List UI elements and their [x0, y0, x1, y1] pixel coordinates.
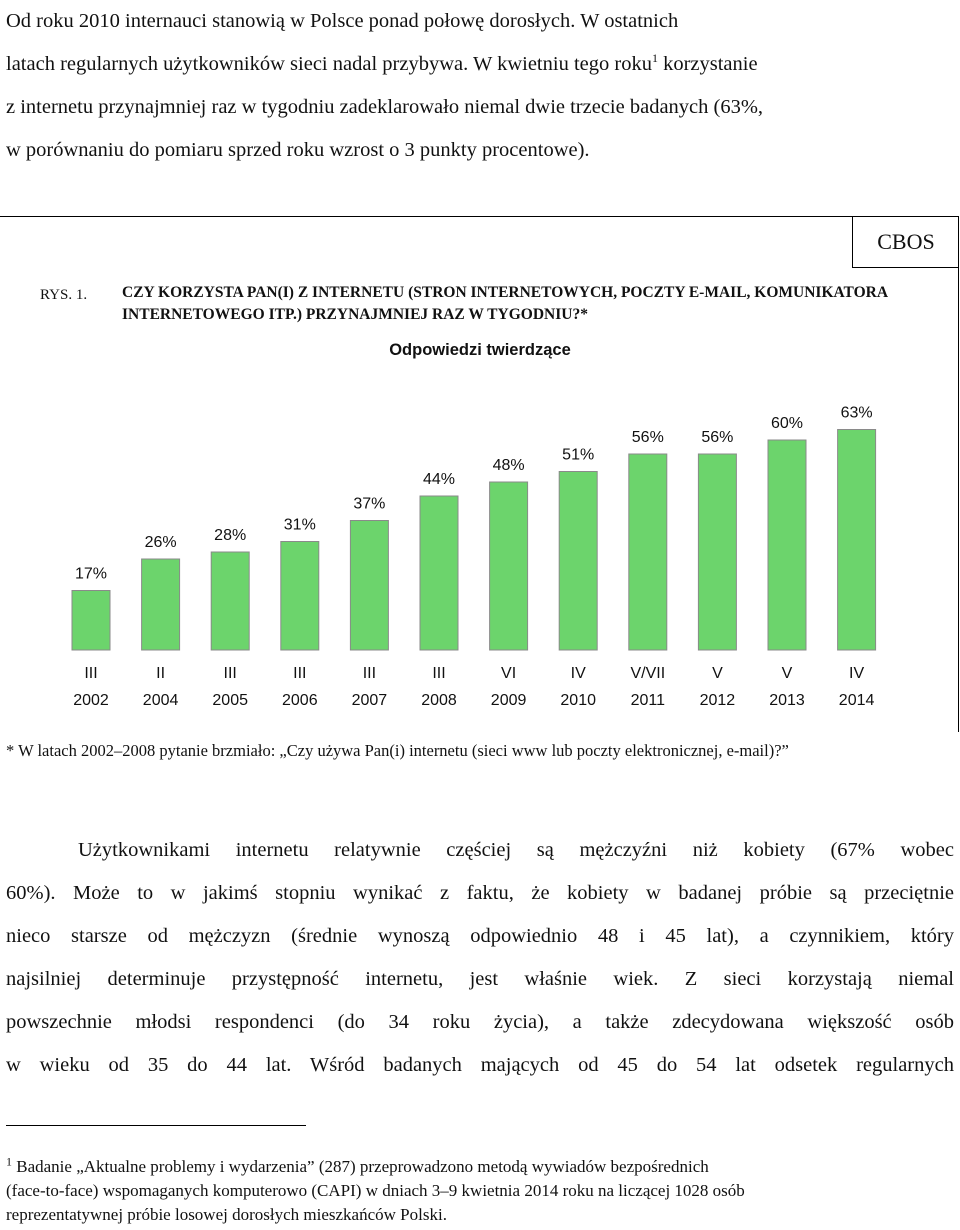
bar-value-label: 31%: [283, 516, 316, 534]
bar-value-label: 51%: [562, 446, 595, 464]
intro-text: korzystanie: [657, 53, 758, 75]
x-tick-label-year: 2011: [630, 692, 666, 709]
body-line: powszechnie młodsi respondenci (do 34 roku życia), a także zdecydowana większość osób: [6, 1011, 954, 1033]
footnote-line: (face-to-face) wspomaganych komputerowo (CAPI) w dniach 3–9 kwietnia 2014 roku na liczącej 1028 osób: [6, 1181, 745, 1200]
footnote-separator: [6, 1125, 306, 1126]
x-tick-label-month: V/VII: [630, 665, 666, 682]
chart-bar: [350, 521, 388, 651]
chart-bar: [629, 454, 667, 650]
chart-bar: [490, 482, 528, 650]
intro-line: w porównaniu do pomiaru sprzed roku wzrost o 3 punkty procentowe).: [6, 139, 590, 161]
bar-value-label: 28%: [214, 527, 247, 544]
figure-number: RYS. 1.: [40, 287, 88, 303]
chart-bar: [698, 454, 736, 650]
x-tick-label-year: 2014: [838, 692, 875, 709]
x-tick-label-year: 2013: [769, 692, 805, 709]
x-tick-label-year: 2010: [560, 692, 596, 709]
intro-text: latach regularnych użytkowników sieci nadal przybywa. W kwietniu tego roku: [6, 53, 652, 75]
x-tick-label-year: 2006: [282, 692, 318, 709]
bar-value-label: 63%: [840, 404, 873, 422]
chart-bar: [72, 591, 110, 651]
body-line: Użytkownikami internetu relatywnie częściej są mężczyźni niż kobiety (67% wobec: [78, 839, 954, 861]
source-badge: CBOS: [852, 216, 959, 268]
x-tick-label-year: 2005: [212, 692, 248, 709]
figure-note: * W latach 2002–2008 pytanie brzmiało: „Czy używa Pan(i) internetu (sieci www lub poczty elektronicznej, e-mail)?”: [6, 741, 789, 760]
x-tick-label-year: 2009: [490, 692, 527, 709]
x-tick-label-month: IV: [849, 665, 865, 682]
x-tick-label-month: III: [432, 665, 446, 682]
bar-value-label: 26%: [144, 534, 177, 551]
intro-line: z internetu przynajmniej raz w tygodniu zadeklarowało niemal dwie trzecie badanych (63%,: [6, 96, 764, 118]
x-tick-label-month: II: [156, 665, 166, 682]
body-line: 60%). Może to w jakimś stopniu wynikać z faktu, że kobiety w badanej próbie są przeciętnie: [6, 882, 954, 904]
x-tick-label-month: V: [712, 665, 723, 682]
intro-paragraph: [6, 0, 956, 172]
chart-bar: [281, 542, 319, 651]
chart-bar: [211, 552, 249, 650]
bar-value-label: 48%: [492, 457, 525, 474]
x-tick-label-year: 2008: [421, 692, 457, 709]
bar-value-label: 60%: [770, 415, 804, 432]
bar-chart: [0, 360, 960, 720]
bar-value-label: 17%: [74, 565, 108, 583]
footnote-reference: 1: [651, 51, 658, 66]
footnote-text: Badanie „Aktualne problemy i wydarzenia” (287) przeprowadzono metodą wywiadów bezpośrednich: [12, 1157, 709, 1176]
x-tick-label-year: 2002: [73, 692, 109, 709]
chart-bar: [559, 472, 597, 651]
body-line: w wieku od 35 do 44 lat. Wśród badanych mających od 45 do 54 lat odsetek regularnych: [6, 1054, 954, 1076]
chart-bar: [142, 559, 180, 650]
footnote-line: reprezentatywnej próbie losowej dorosłych mieszkańców Polski.: [6, 1205, 447, 1224]
x-tick-label-year: 2012: [699, 692, 736, 709]
x-tick-label-month: IV: [570, 665, 586, 682]
bar-value-label: 56%: [701, 429, 734, 446]
footnote-line: [6, 1155, 956, 1179]
bar-value-label: 56%: [631, 429, 664, 446]
x-tick-label-year: 2007: [351, 692, 388, 709]
body-line: nieco starsze od mężczyzn (średnie wynoszą odpowiednio 48 i 45 lat), a czynnikiem, który: [6, 925, 954, 947]
bar-value-label: 44%: [422, 471, 456, 488]
chart-bar: [768, 440, 806, 650]
body-paragraph: [6, 829, 954, 1087]
x-tick-label-month: III: [293, 665, 307, 682]
page-footnote: [6, 1155, 956, 1227]
bar-value-label: 37%: [353, 495, 386, 513]
chart-subtitle: Odpowiedzi twierdzące: [389, 341, 571, 359]
x-tick-label-month: V: [781, 665, 793, 682]
x-tick-label-month: III: [362, 665, 377, 682]
body-line: najsilniej determinuje przystępność internetu, jest właśnie wiek. Z sieci korzystają niemal: [6, 968, 954, 990]
intro-line: [6, 43, 956, 86]
x-tick-label-year: 2004: [142, 692, 179, 709]
intro-line: Od roku 2010 internauci stanowią w Polsce ponad połowę dorosłych. W ostatnich: [6, 10, 679, 32]
chart-bar: [838, 430, 876, 651]
chart-bar: [420, 496, 458, 650]
footnote-marker: 1: [6, 1154, 12, 1169]
x-tick-label-month: VI: [501, 665, 517, 682]
figure-title: CZY KORZYSTA PAN(I) Z INTERNETU (STRON INTERNETOWYCH, POCZTY E-MAIL, KOMUNIKATORA INTERNETOWEGO ITP.) PRZYNAJMNIEJ RAZ W TYGODNIU?*: [122, 284, 888, 323]
x-tick-label-month: III: [223, 665, 237, 682]
x-tick-label-month: III: [84, 665, 98, 682]
